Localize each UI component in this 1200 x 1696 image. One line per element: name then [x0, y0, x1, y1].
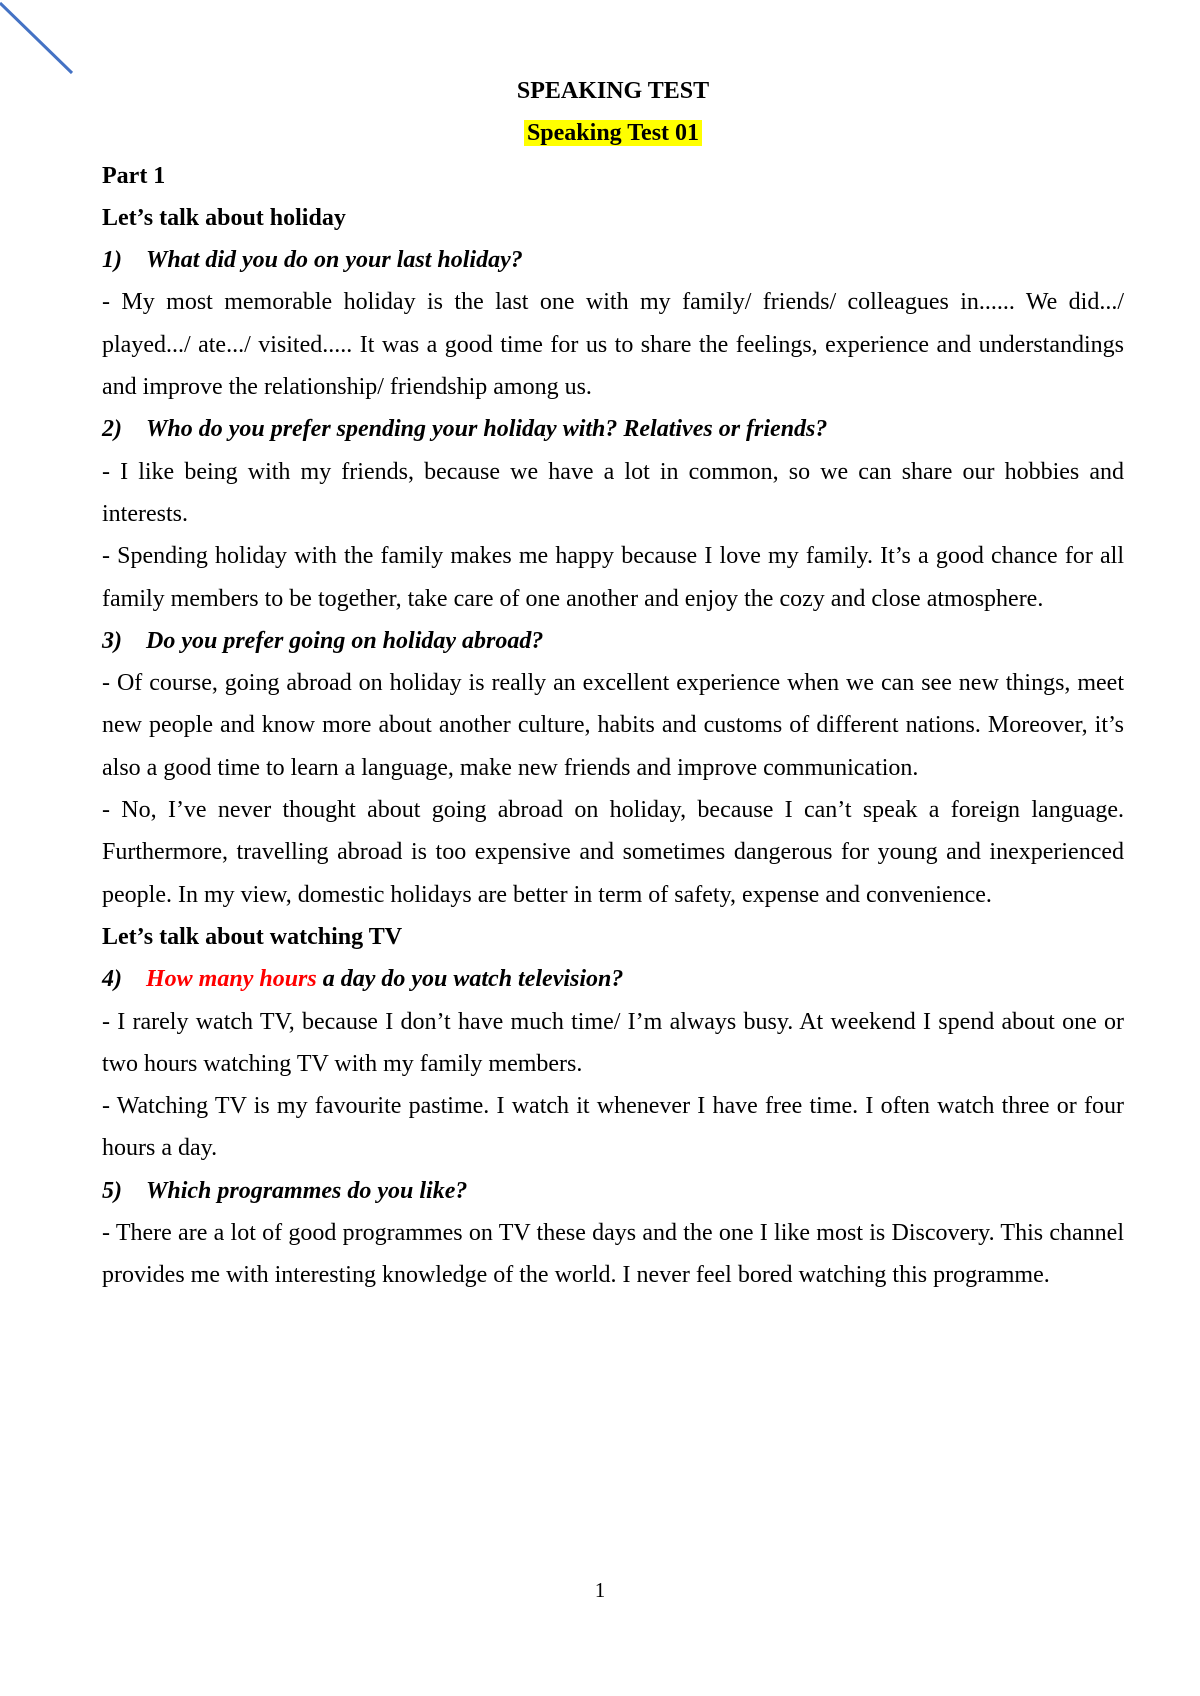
- document-title: SPEAKING TEST: [516, 78, 710, 104]
- question-number: 5): [102, 1177, 122, 1204]
- answer-3a: - Of course, going abroad on holiday is really an excellent experience when we can see new things, meet new people and know more about another culture, habits and customs of different nations. Moreover, it’s also a good time to learn a language, make new friends and improve communication.: [102, 670, 1124, 781]
- question-3: [102, 620, 1124, 662]
- document-page: [102, 70, 1124, 1297]
- question-text: Which programmes do you like?: [146, 1177, 468, 1204]
- corner-decoration-line: [0, 0, 80, 80]
- page-number: 1: [594, 1578, 606, 1602]
- section-heading-holiday: Let’s talk about holiday: [102, 204, 346, 231]
- answer-3b: - No, I’ve never thought about going abroad on holiday, because I can’t speak a foreign language. Furthermore, travelling abroad is too expensive and sometimes dangerous for young and inexperienced people. In my view, domestic holidays are better in term of safety, expense and convenience.: [102, 797, 1124, 908]
- question-5: [102, 1170, 1124, 1212]
- document-subtitle: Speaking Test 01: [524, 120, 702, 146]
- question-rest-text: a day do you watch television?: [316, 966, 624, 993]
- document-subtitle-line: [102, 112, 1124, 154]
- answer-5a: - There are a lot of good programmes on TV these days and the one I like most is Discovery. This channel provides me with interesting knowledge of the world. I never feel bored watching this programme.: [102, 1220, 1124, 1289]
- question-text: [146, 958, 623, 1000]
- answer-2b: - Spending holiday with the family makes me happy because I love my family. It’s a good chance for all family members to be together, take care of one another and enjoy the cozy and close atmosphere.: [102, 543, 1124, 612]
- question-1: [102, 239, 1124, 281]
- part-heading: Part 1: [102, 162, 166, 189]
- question-number: 3): [102, 627, 122, 654]
- question-number: 4): [102, 966, 122, 993]
- question-2: [102, 408, 1124, 450]
- question-4: [102, 958, 1124, 1000]
- answer-4a: - I rarely watch TV, because I don’t have much time/ I’m always busy. At weekend I spend about one or two hours watching TV with my family members.: [102, 1008, 1124, 1077]
- question-highlight-text: How many hours: [146, 966, 317, 993]
- question-text: Do you prefer going on holiday abroad?: [146, 627, 544, 654]
- question-number: 1): [102, 247, 122, 274]
- question-number: 2): [102, 416, 122, 443]
- answer-4b: - Watching TV is my favourite pastime. I watch it whenever I have free time. I often watch three or four hours a day.: [102, 1093, 1124, 1162]
- section-heading-tv: Let’s talk about watching TV: [102, 923, 403, 950]
- answer-2a: - I like being with my friends, because we have a lot in common, so we can share our hobbies and interests.: [102, 458, 1124, 527]
- question-text: Who do you prefer spending your holiday with? Relatives or friends?: [146, 416, 828, 443]
- answer-1a: - My most memorable holiday is the last one with my family/ friends/ colleagues in...... We did.../ played.../ ate.../ visited..... It was a good time for us to share the feelings, experience and understandings and improve the relationship/ friendship among us.: [102, 289, 1124, 401]
- question-text: What did you do on your last holiday?: [146, 247, 523, 274]
